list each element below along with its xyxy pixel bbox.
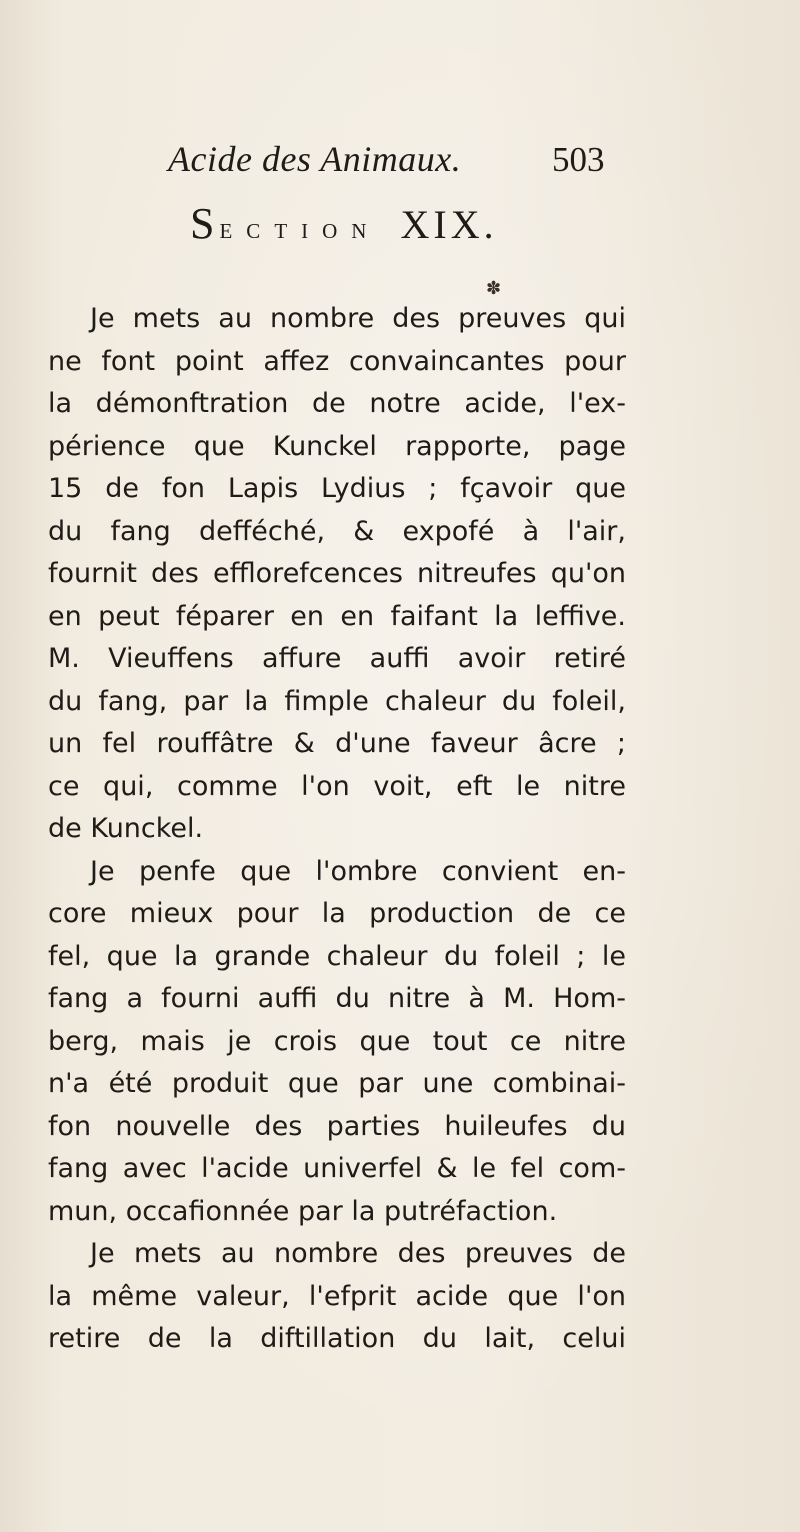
running-title: Acide des Animaux. [168, 139, 462, 179]
text-line: en peut féparer en en faifant la leffive. [48, 600, 626, 632]
text-line: du fang, par la fimple chaleur du foleil, [48, 685, 626, 717]
running-head [0, 138, 800, 188]
body-text [48, 298, 626, 1361]
text-line: fon nouvelle des parties huileufes du [48, 1110, 626, 1142]
text-line: core mieux pour la production de ce [48, 898, 626, 929]
page-number: 503 [552, 140, 605, 179]
text-line: Je mets au nombre des preuves qui [90, 303, 626, 334]
text-line: n'a été produit que par une combinai- [48, 1068, 626, 1099]
text-line: fang a fourni auffi du nitre à M. Hom- [48, 983, 626, 1014]
text-line: fang avec l'acide univerfel & le fel com- [48, 1153, 626, 1184]
section-heading [190, 198, 498, 249]
text-line: fel, que la grande chaleur du foleil ; le [48, 940, 626, 972]
section-word: ection [219, 212, 381, 245]
text-line: Je mets au nombre des preuves de [90, 1238, 626, 1269]
ornament-icon: ✽ [486, 278, 502, 299]
text-line: mun, occafionnée par la putréfaction. [48, 1195, 558, 1227]
text-line: retire de la diftillation du lait, celui [48, 1323, 626, 1354]
text-line: périence que Kunckel rapporte, page [48, 430, 626, 462]
text-line: un fel rouffâtre & d'une faveur âcre ; [48, 728, 626, 759]
text-line: berg, mais je crois que tout ce nitre [48, 1025, 626, 1057]
section-initial: S [190, 199, 220, 248]
text-line: ne font point affez convaincantes pour [48, 345, 626, 377]
text-line: du fang defféché, & expofé à l'air, [48, 515, 626, 547]
text-line: Je penfe que l'ombre convient en- [90, 855, 626, 887]
text-line: fournit des efflorefcences nitreufes qu'on [48, 558, 626, 589]
text-line: 15 de fon Lapis Lydius ; fçavoir que [48, 473, 626, 504]
text-line: la démonftration de notre acide, l'ex- [48, 388, 626, 419]
section-number: XIX. [400, 202, 498, 247]
text-line: ce qui, comme l'on voit, eft le nitre [48, 770, 626, 802]
text-line: de Kunckel. [48, 813, 204, 844]
text-line: la même valeur, l'efprit acide que l'on [48, 1280, 626, 1312]
text-line: M. Vieuffens affure auffi avoir retiré [48, 643, 626, 674]
